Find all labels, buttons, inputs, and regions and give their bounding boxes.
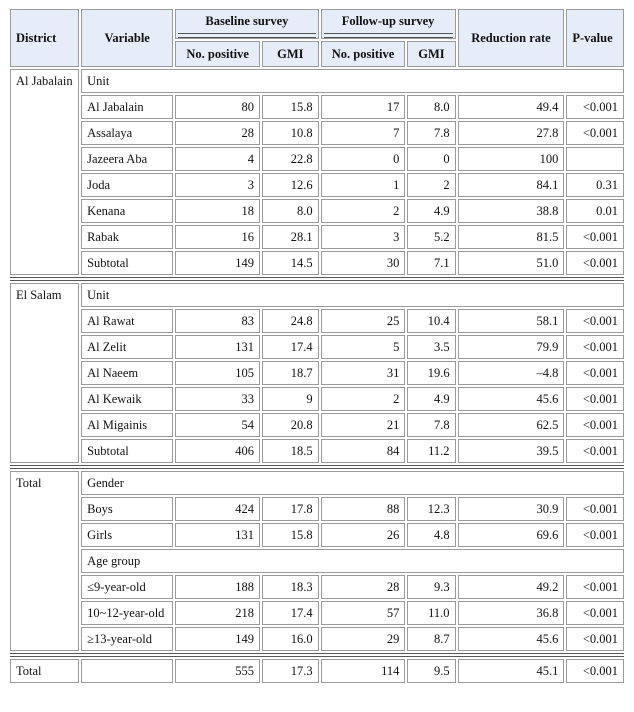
followup-positive-cell: 17	[321, 95, 406, 119]
header-reduction: Reduction rate	[458, 9, 565, 67]
table-row	[10, 627, 624, 651]
district-cell: Al Jabalain	[10, 69, 79, 275]
followup-gmi-cell: 19.6	[407, 361, 455, 385]
followup-gmi-cell: 7.8	[407, 413, 455, 437]
reduction-rate-cell: 79.9	[458, 335, 565, 359]
row-label: Al Naeem	[81, 361, 173, 385]
followup-positive-cell: 30	[321, 251, 406, 275]
baseline-positive-cell: 131	[175, 335, 260, 359]
p-value-cell: 0.31	[566, 173, 624, 197]
baseline-gmi-cell: 17.8	[262, 497, 319, 521]
header-followup-positive: No. positive	[321, 41, 406, 67]
p-value-cell: <0.001	[566, 95, 624, 119]
reduction-rate-cell: 49.2	[458, 575, 565, 599]
row-label: 10~12-year-old	[81, 601, 173, 625]
reduction-rate-cell: 49.4	[458, 95, 565, 119]
group-label-row	[10, 69, 624, 93]
baseline-positive-cell: 188	[175, 575, 260, 599]
total-reduction-rate-cell: 45.1	[458, 659, 565, 683]
row-label: Boys	[81, 497, 173, 521]
followup-positive-cell: 88	[321, 497, 406, 521]
table-row	[10, 225, 624, 249]
baseline-positive-cell: 18	[175, 199, 260, 223]
p-value-cell	[566, 147, 624, 171]
section-divider	[10, 465, 624, 469]
baseline-positive-cell: 3	[175, 173, 260, 197]
total-p-value-cell: <0.001	[566, 659, 624, 683]
row-label: Al Kewaik	[81, 387, 173, 411]
p-value-cell: <0.001	[566, 361, 624, 385]
survey-table	[8, 7, 626, 685]
row-label: Assalaya	[81, 121, 173, 145]
total-district-cell: Total	[10, 659, 79, 683]
followup-gmi-cell: 8.7	[407, 627, 455, 651]
p-value-cell: <0.001	[566, 439, 624, 463]
baseline-gmi-cell: 15.8	[262, 95, 319, 119]
baseline-positive-cell: 406	[175, 439, 260, 463]
p-value-cell: <0.001	[566, 225, 624, 249]
table-row	[10, 413, 624, 437]
total-followup-positive-cell: 114	[321, 659, 406, 683]
total-baseline-gmi-cell: 17.3	[262, 659, 319, 683]
followup-positive-cell: 84	[321, 439, 406, 463]
row-label: Kenana	[81, 199, 173, 223]
reduction-rate-cell: 100	[458, 147, 565, 171]
total-row	[10, 659, 624, 683]
row-label: Al Migainis	[81, 413, 173, 437]
followup-gmi-cell: 0	[407, 147, 455, 171]
table-row	[10, 335, 624, 359]
header-followup-label: Follow-up survey	[341, 14, 435, 28]
p-value-cell: <0.001	[566, 413, 624, 437]
followup-gmi-cell: 5.2	[407, 225, 455, 249]
header-followup	[321, 9, 456, 39]
table-row	[10, 575, 624, 599]
baseline-gmi-cell: 12.6	[262, 173, 319, 197]
header-baseline-rule	[178, 33, 315, 38]
reduction-rate-cell: 84.1	[458, 173, 565, 197]
reduction-rate-cell: 45.6	[458, 627, 565, 651]
header-district: District	[10, 9, 79, 67]
baseline-positive-cell: 28	[175, 121, 260, 145]
header-variable: Variable	[81, 9, 173, 67]
table-header	[10, 9, 624, 67]
p-value-cell: <0.001	[566, 121, 624, 145]
header-baseline-label: Baseline survey	[205, 14, 289, 28]
row-label: Joda	[81, 173, 173, 197]
table-row	[10, 309, 624, 333]
p-value-cell: <0.001	[566, 575, 624, 599]
header-baseline-positive: No. positive	[175, 41, 260, 67]
baseline-gmi-cell: 22.8	[262, 147, 319, 171]
followup-gmi-cell: 3.5	[407, 335, 455, 359]
followup-positive-cell: 21	[321, 413, 406, 437]
baseline-positive-cell: 4	[175, 147, 260, 171]
district-cell: Total	[10, 471, 79, 651]
table-row	[10, 361, 624, 385]
baseline-gmi-cell: 8.0	[262, 199, 319, 223]
table-row	[10, 121, 624, 145]
baseline-positive-cell: 83	[175, 309, 260, 333]
p-value-cell: <0.001	[566, 335, 624, 359]
table-row	[10, 251, 624, 275]
reduction-rate-cell: 81.5	[458, 225, 565, 249]
section-divider-cell	[10, 277, 624, 281]
p-value-cell: <0.001	[566, 601, 624, 625]
row-label: Subtotal	[81, 251, 173, 275]
followup-positive-cell: 57	[321, 601, 406, 625]
group-label-row	[10, 549, 624, 573]
group-label: Unit	[81, 69, 624, 93]
baseline-gmi-cell: 18.7	[262, 361, 319, 385]
reduction-rate-cell: 27.8	[458, 121, 565, 145]
reduction-rate-cell: 38.8	[458, 199, 565, 223]
district-cell: El Salam	[10, 283, 79, 463]
total-variable-cell	[81, 659, 173, 683]
total-baseline-positive-cell: 555	[175, 659, 260, 683]
reduction-rate-cell: 58.1	[458, 309, 565, 333]
baseline-positive-cell: 16	[175, 225, 260, 249]
row-label: Girls	[81, 523, 173, 547]
reduction-rate-cell: 45.6	[458, 387, 565, 411]
followup-positive-cell: 1	[321, 173, 406, 197]
section-divider-cell	[10, 653, 624, 657]
row-label: Rabak	[81, 225, 173, 249]
baseline-gmi-cell: 15.8	[262, 523, 319, 547]
reduction-rate-cell: 36.8	[458, 601, 565, 625]
group-label: Unit	[81, 283, 624, 307]
followup-positive-cell: 2	[321, 199, 406, 223]
section-divider	[10, 653, 624, 657]
p-value-cell: <0.001	[566, 387, 624, 411]
followup-gmi-cell: 10.4	[407, 309, 455, 333]
reduction-rate-cell: 39.5	[458, 439, 565, 463]
followup-positive-cell: 31	[321, 361, 406, 385]
row-label: ≥13-year-old	[81, 627, 173, 651]
row-label: Jazeera Aba	[81, 147, 173, 171]
followup-positive-cell: 7	[321, 121, 406, 145]
followup-gmi-cell: 4.9	[407, 387, 455, 411]
row-label: Al Zelit	[81, 335, 173, 359]
reduction-rate-cell: 69.6	[458, 523, 565, 547]
table-row	[10, 523, 624, 547]
p-value-cell: 0.01	[566, 199, 624, 223]
followup-gmi-cell: 9.3	[407, 575, 455, 599]
table-row	[10, 601, 624, 625]
group-label: Gender	[81, 471, 624, 495]
baseline-gmi-cell: 17.4	[262, 335, 319, 359]
followup-gmi-cell: 12.3	[407, 497, 455, 521]
section-divider	[10, 277, 624, 281]
group-label: Age group	[81, 549, 624, 573]
table-row	[10, 173, 624, 197]
baseline-positive-cell: 33	[175, 387, 260, 411]
p-value-cell: <0.001	[566, 251, 624, 275]
baseline-gmi-cell: 20.8	[262, 413, 319, 437]
followup-gmi-cell: 11.2	[407, 439, 455, 463]
followup-gmi-cell: 4.8	[407, 523, 455, 547]
baseline-gmi-cell: 18.3	[262, 575, 319, 599]
header-followup-gmi: GMI	[407, 41, 455, 67]
total-followup-gmi-cell: 9.5	[407, 659, 455, 683]
p-value-cell: <0.001	[566, 627, 624, 651]
table-row	[10, 147, 624, 171]
row-label: ≤9-year-old	[81, 575, 173, 599]
followup-positive-cell: 28	[321, 575, 406, 599]
p-value-cell: <0.001	[566, 523, 624, 547]
p-value-cell: <0.001	[566, 309, 624, 333]
reduction-rate-cell: –4.8	[458, 361, 565, 385]
baseline-positive-cell: 424	[175, 497, 260, 521]
table-row	[10, 497, 624, 521]
table-row	[10, 95, 624, 119]
baseline-positive-cell: 131	[175, 523, 260, 547]
followup-gmi-cell: 4.9	[407, 199, 455, 223]
baseline-gmi-cell: 28.1	[262, 225, 319, 249]
followup-gmi-cell: 7.8	[407, 121, 455, 145]
table-body	[10, 69, 624, 683]
row-label: Al Rawat	[81, 309, 173, 333]
followup-positive-cell: 0	[321, 147, 406, 171]
section-divider-cell	[10, 465, 624, 469]
group-label-row	[10, 283, 624, 307]
header-followup-rule	[324, 33, 453, 38]
followup-positive-cell: 3	[321, 225, 406, 249]
baseline-gmi-cell: 17.4	[262, 601, 319, 625]
baseline-gmi-cell: 9	[262, 387, 319, 411]
followup-gmi-cell: 11.0	[407, 601, 455, 625]
baseline-gmi-cell: 24.8	[262, 309, 319, 333]
followup-positive-cell: 25	[321, 309, 406, 333]
followup-positive-cell: 29	[321, 627, 406, 651]
followup-gmi-cell: 2	[407, 173, 455, 197]
baseline-positive-cell: 149	[175, 251, 260, 275]
header-baseline-gmi: GMI	[262, 41, 319, 67]
baseline-gmi-cell: 18.5	[262, 439, 319, 463]
followup-positive-cell: 26	[321, 523, 406, 547]
header-baseline	[175, 9, 318, 39]
baseline-positive-cell: 80	[175, 95, 260, 119]
followup-positive-cell: 2	[321, 387, 406, 411]
baseline-gmi-cell: 14.5	[262, 251, 319, 275]
header-pvalue: P-value	[566, 9, 624, 67]
p-value-cell: <0.001	[566, 497, 624, 521]
row-label: Al Jabalain	[81, 95, 173, 119]
followup-gmi-cell: 8.0	[407, 95, 455, 119]
reduction-rate-cell: 51.0	[458, 251, 565, 275]
reduction-rate-cell: 62.5	[458, 413, 565, 437]
table-row	[10, 199, 624, 223]
table-row	[10, 439, 624, 463]
baseline-positive-cell: 218	[175, 601, 260, 625]
baseline-gmi-cell: 16.0	[262, 627, 319, 651]
row-label: Subtotal	[81, 439, 173, 463]
baseline-positive-cell: 149	[175, 627, 260, 651]
reduction-rate-cell: 30.9	[458, 497, 565, 521]
group-label-row	[10, 471, 624, 495]
baseline-gmi-cell: 10.8	[262, 121, 319, 145]
followup-positive-cell: 5	[321, 335, 406, 359]
followup-gmi-cell: 7.1	[407, 251, 455, 275]
baseline-positive-cell: 105	[175, 361, 260, 385]
baseline-positive-cell: 54	[175, 413, 260, 437]
table-row	[10, 387, 624, 411]
